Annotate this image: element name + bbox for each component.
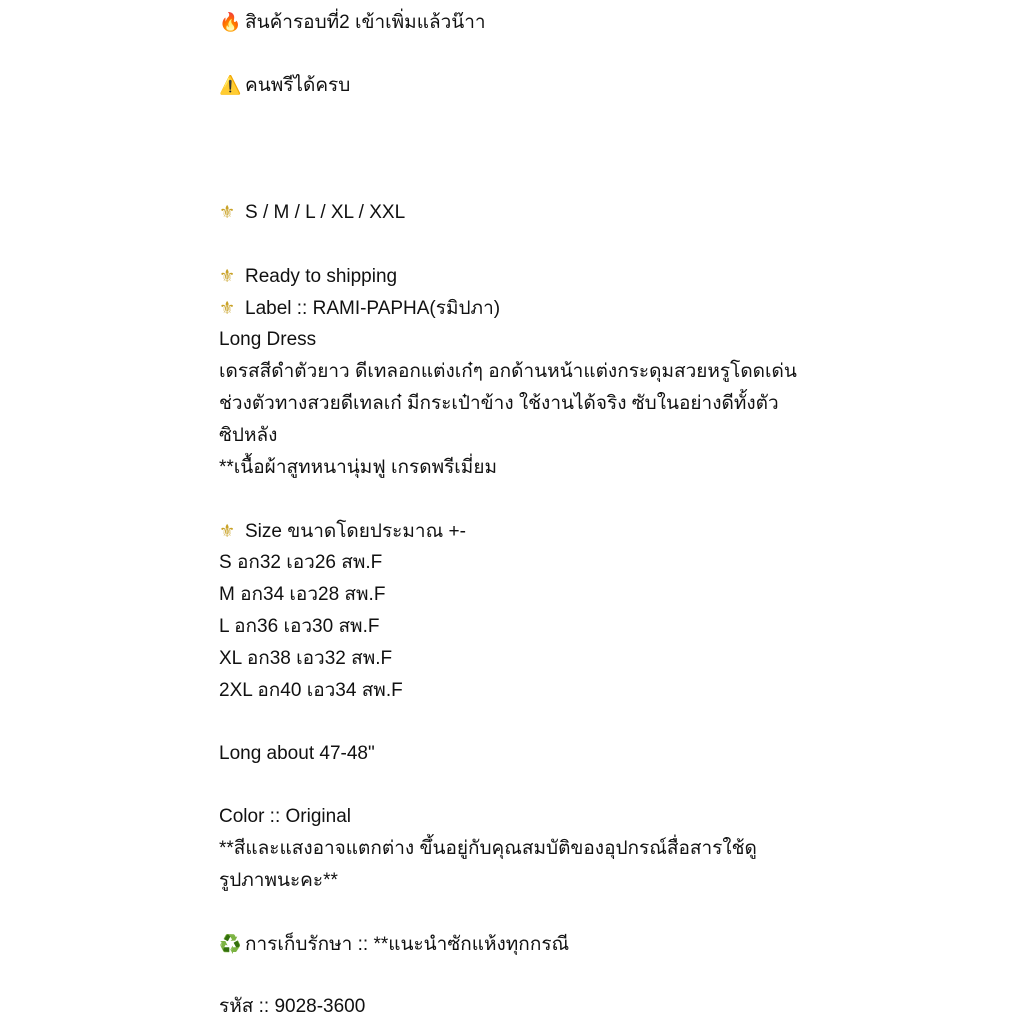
fleur-de-lis-icon: ⚜ — [219, 202, 236, 222]
description-line: ช่วงตัวทางสวยดีเทลเก๋ มีกระเป๋าข้าง ใช้งานได้จริง ซับในอย่างดีทั้งตัว — [219, 393, 779, 414]
size-row: 2XL อก40 เอว34 สพ.F — [219, 680, 403, 701]
restock-line: 🔥 สินค้ารอบที่2 เข้าเพิ่มแล้วน๊าา — [219, 9, 486, 35]
fleur-de-lis-icon: ⚜ — [219, 298, 236, 318]
description-line: เดรสสีดำตัวยาว ดีเทลอกแต่งเก๋ๆ อกด้านหน้าแต่งกระดุมสวยหรูโดดเด่น — [219, 361, 797, 382]
shipping-line: ⚜ Ready to shipping — [219, 263, 397, 289]
size-row: M อก34 เอว28 สพ.F — [219, 584, 386, 605]
fleur-de-lis-icon: ⚜ — [219, 521, 236, 541]
fleur-de-lis-icon: ⚜ — [219, 266, 236, 286]
color-note-line: **สีและแสงอาจแตกต่าง ขึ้นอยู่กับคุณสมบัติของอุปกรณ์สื่อสารใช้ดู — [219, 838, 757, 859]
size-header-line: ⚜ Size ขนาดโดยประมาณ +- — [219, 518, 466, 544]
fire-icon: 🔥 — [219, 12, 242, 32]
description-line: ซิปหลัง — [219, 425, 278, 446]
care-line: ♻️ การเก็บรักษา :: **แนะนำซักแห้งทุกกรณี — [219, 931, 569, 957]
size-row: S อก32 เอว26 สพ.F — [219, 552, 383, 573]
recycle-icon: ♻️ — [219, 934, 242, 954]
length-line: Long about 47-48" — [219, 743, 375, 764]
product-code-line: รหัส :: 9028-3600 — [219, 996, 366, 1017]
size-row: XL อก38 เอว32 สพ.F — [219, 648, 393, 669]
label-line: ⚜ Label :: RAMI-PAPHA(รมิปภา) — [219, 295, 500, 321]
size-row: L อก36 เอว30 สพ.F — [219, 616, 380, 637]
sizes-line: ⚜ S / M / L / XL / XXL — [219, 199, 405, 225]
product-type-line: Long Dress — [219, 329, 317, 350]
warning-icon: ⚠️ — [219, 75, 242, 95]
color-line: Color :: Original — [219, 806, 351, 827]
fabric-note-line: **เนื้อผ้าสูทหนานุ่มฟู เกรดพรีเมี่ยม — [219, 457, 497, 478]
color-note-line: รูปภาพนะคะ** — [219, 870, 338, 891]
preorder-line: ⚠️ คนพรีได้ครบ — [219, 72, 350, 98]
